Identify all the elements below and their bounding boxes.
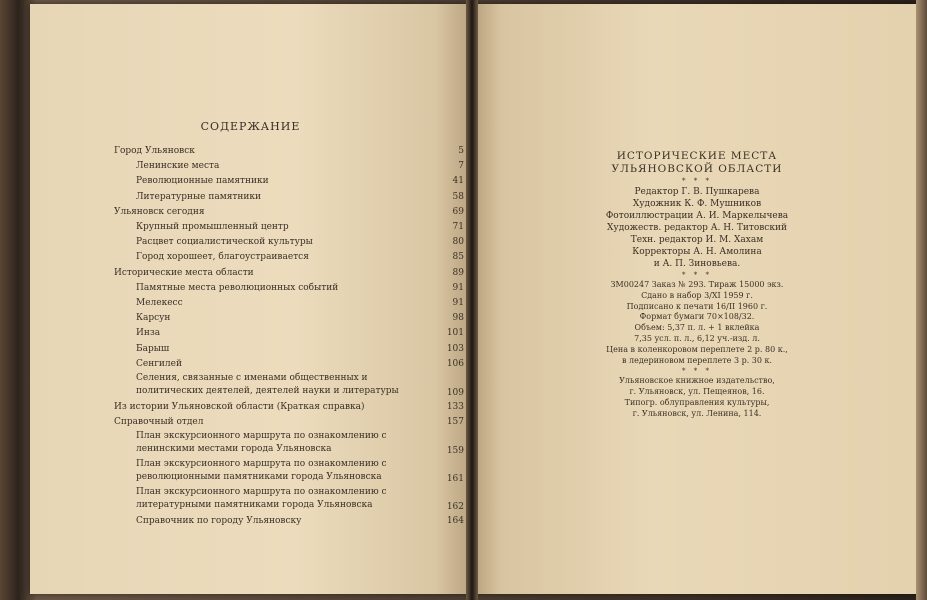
toc-entry-text: Сенгилей [136, 358, 182, 369]
toc-entry-page: 164 [446, 516, 464, 527]
toc-entry-text: Город хорошеет, благоустраивается [136, 252, 309, 263]
toc-entry-text: Литературные памятники [136, 191, 261, 202]
toc-entry-page: 71 [452, 222, 464, 233]
toc-entry-page: 89 [452, 267, 464, 278]
toc-entry-text: Карсун [136, 313, 171, 324]
toc-entry-page: 161 [446, 474, 464, 485]
toc-entry-page: 7 [458, 161, 464, 172]
toc-entry-text: Ульяновск сегодня [114, 206, 205, 217]
toc-entry-page: 41 [452, 176, 464, 187]
toc-entry-page: 133 [446, 402, 464, 413]
toc-entry-text: Справочный отдел [114, 417, 204, 428]
book-spine-gutter [466, 0, 478, 600]
toc-entry-text: План экскурсионного маршрута по ознакомлению с литературными памятниками города Ульяновска [136, 487, 387, 511]
book-title-line1: ИСТОРИЧЕСКИЕ МЕСТА [616, 150, 778, 162]
print-info-line: Объем: 5,37 п. л. + 1 вклейка [634, 323, 760, 333]
toc-entry [114, 220, 464, 235]
proofreaders-line: Корректоры А. Н. Амолина [632, 247, 762, 257]
colophon [474, 150, 920, 420]
toc-entry-text: Город Ульяновск [114, 146, 195, 156]
publisher-line: г. Ульяновск, ул. Пещеянов, 16. [629, 387, 765, 397]
toc-entry-text: Крупный промышленный центр [136, 222, 289, 233]
toc-entry [114, 266, 464, 281]
toc-entry [114, 159, 464, 174]
toc-entry [114, 430, 464, 458]
print-info-line: 7,35 усл. п. л., 6,12 уч.-изд. л. [634, 333, 760, 343]
toc-entry [114, 342, 464, 357]
toc-entry [114, 296, 464, 311]
tech-editor-line: Техн. редактор И. М. Хахам [630, 235, 764, 245]
toc-entry-text: Мелекесс [136, 298, 183, 309]
toc-entry-page: 58 [452, 191, 464, 202]
toc-entry-page: 91 [452, 282, 464, 293]
toc-entry-page: 109 [446, 388, 464, 399]
toc-entry-text: Революционные памятники [136, 176, 269, 187]
table-of-contents [114, 144, 464, 530]
toc-entry [114, 235, 464, 250]
print-info-line: Формат бумаги 70×108/32. [639, 312, 755, 322]
toc-entry [114, 281, 464, 296]
toc-entry-text: Селения, связанные с именами общественных и политических деятелей, деятелей науки и литературы [136, 373, 399, 397]
proofreaders-line-2: и А. П. Зиновьева. [653, 259, 741, 269]
toc-entry-page: 106 [446, 358, 464, 369]
toc-entry [114, 311, 464, 326]
book-right-edge [916, 0, 927, 600]
price-line: Цена в коленкоровом переплете 2 р. 80 к., [606, 344, 788, 354]
toc-entry [114, 205, 464, 220]
stars-divider: * * * [682, 367, 712, 376]
toc-entry-page: 80 [452, 237, 464, 248]
print-info-line: Подписано к печати 16/II 1960 г. [626, 301, 768, 311]
toc-entry-text: Барыш [136, 343, 170, 354]
toc-entry-text: План экскурсионного маршрута по ознакомлению с ленинскими местами города Ульяновска [136, 431, 387, 455]
toc-entry [114, 326, 464, 341]
toc-entry-page: 98 [452, 313, 464, 324]
stars-divider: * * * [682, 177, 712, 185]
printer-line: г. Ульяновск, ул. Ленина, 114. [632, 408, 762, 418]
toc-entry-text: План экскурсионного маршрута по ознакомлению с революционными памятниками города Ульяновска [136, 459, 387, 483]
toc-entry-text: Инза [136, 328, 161, 339]
toc-entry-page: 91 [452, 298, 464, 309]
toc-entry [114, 190, 464, 205]
toc-entry-text: Справочник по городу Ульяновску [136, 516, 302, 527]
toc-entry [114, 458, 464, 486]
toc-entry [114, 357, 464, 372]
print-info-line: Сдано в набор 3/XI 1959 г. [641, 290, 753, 300]
print-info-line: ЗМ00247 Заказ № 293. Тираж 15000 экз. [610, 280, 784, 289]
toc-entry-page: 159 [446, 446, 464, 457]
artist-line: Художник К. Ф. Мушников [632, 199, 762, 209]
toc-entry-text: Расцвет социалистической культуры [136, 237, 313, 248]
toc-entry-text: Исторические места области [114, 267, 254, 278]
toc-entry-page: 101 [446, 328, 464, 339]
toc-entry-page: 103 [446, 343, 464, 354]
toc-entry-page: 157 [446, 417, 464, 428]
toc-title: СОДЕРЖАНИЕ [200, 120, 301, 133]
stars-divider: * * * [682, 271, 712, 279]
art-editor-line: Художеств. редактор А. Н. Титовский [607, 223, 787, 233]
printer-line: Типогр. облуправления культуры, [624, 397, 770, 407]
toc-entry [114, 144, 464, 159]
left-page [30, 4, 471, 594]
editor-line: Редактор Г. В. Пушкарева [634, 187, 760, 197]
toc-entry [114, 415, 464, 430]
toc-entry-text: Ленинские места [136, 161, 220, 172]
toc-entry [114, 250, 464, 265]
photo-line: Фотоиллюстрации А. И. Маркелычева [605, 211, 789, 221]
toc-entry-page: 85 [452, 252, 464, 263]
price-line: в ледериновом переплете 3 р. 30 к. [621, 355, 773, 365]
toc-entry [114, 400, 464, 415]
toc-entry [114, 486, 464, 514]
toc-entry-page: 69 [452, 206, 464, 217]
toc-entry [114, 514, 464, 529]
toc-entry-text: Из истории Ульяновской области (Краткая справка) [114, 402, 365, 413]
toc-entry [114, 372, 464, 400]
publisher-line: Ульяновское книжное издательство, [619, 376, 775, 386]
toc-entry-text: Памятные места революционных событий [136, 282, 339, 293]
book-title-line2: УЛЬЯНОВСКОЙ ОБЛАСТИ [611, 163, 783, 175]
toc-entry-page: 162 [446, 502, 464, 513]
toc-entry [114, 174, 464, 189]
toc-entry-page: 5 [458, 146, 464, 156]
